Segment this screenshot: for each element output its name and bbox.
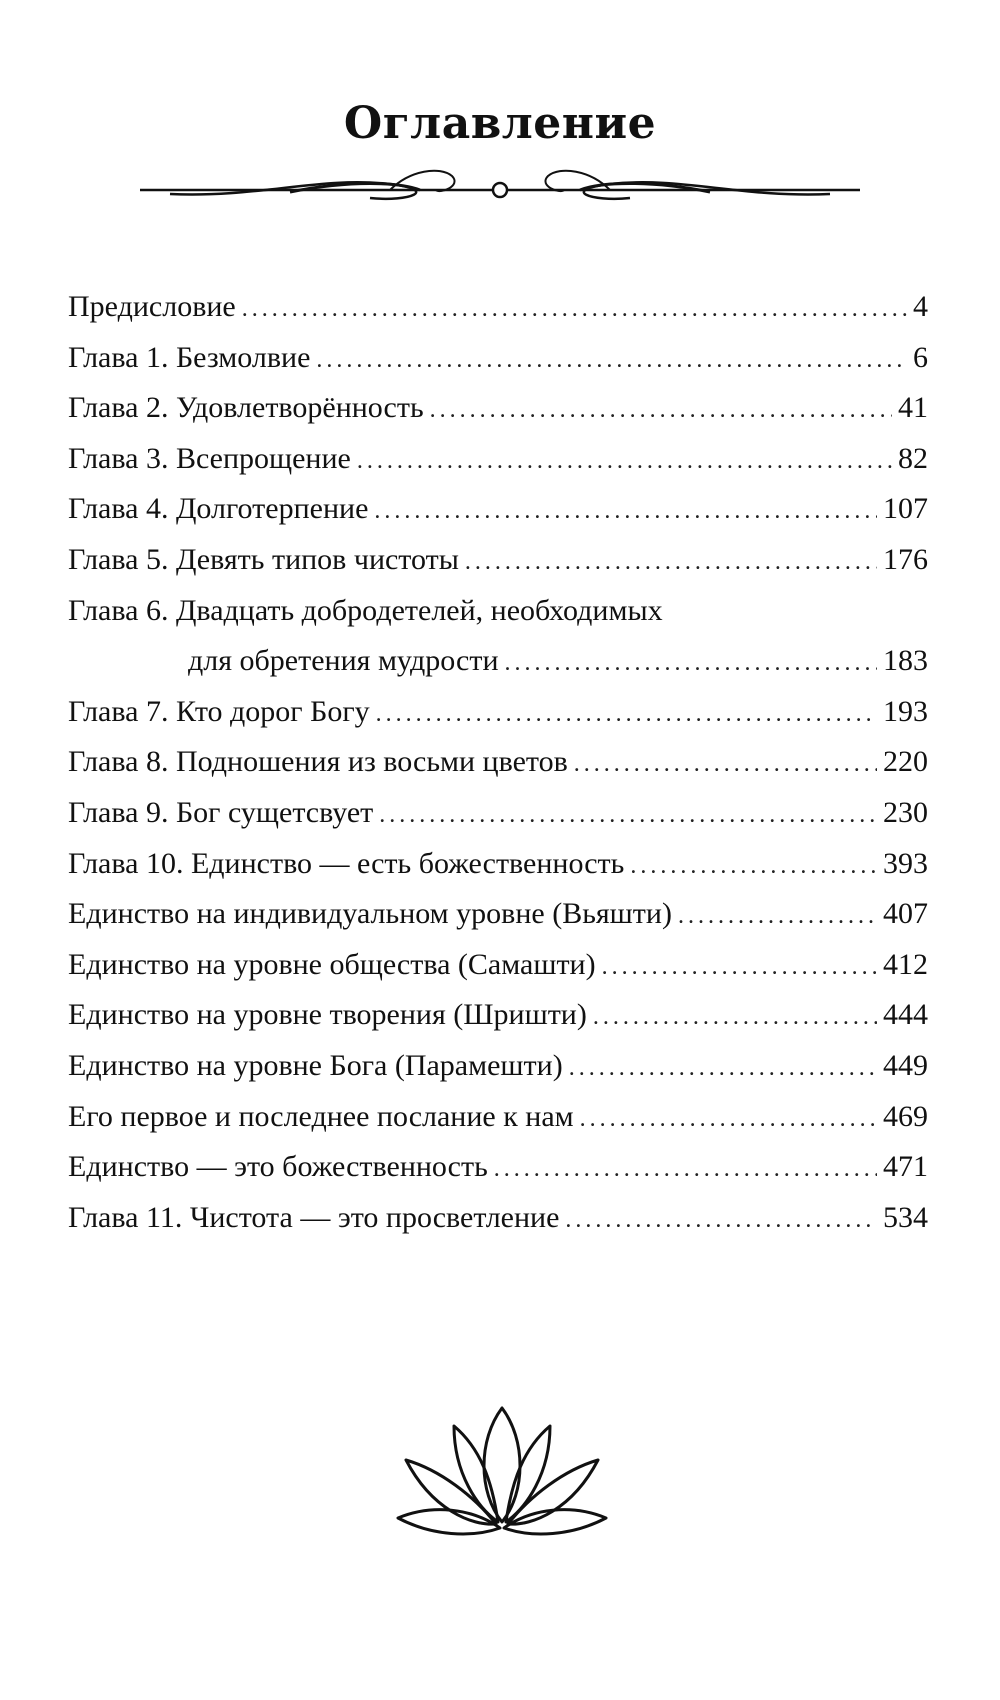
page-title: Оглавление bbox=[343, 98, 657, 149]
dot-leader bbox=[379, 802, 877, 829]
toc-entry-title: Его первое и последнее послание к нам bbox=[68, 1099, 574, 1133]
toc-entry-page: 6 bbox=[913, 340, 928, 374]
toc-entry-page: 534 bbox=[883, 1200, 928, 1234]
toc-entry-page: 469 bbox=[883, 1099, 928, 1133]
toc-entry-page: 407 bbox=[883, 897, 928, 931]
toc-entry[interactable] bbox=[68, 745, 928, 796]
toc-entry[interactable] bbox=[68, 796, 928, 847]
dot-leader bbox=[242, 296, 907, 323]
toc-entry-page: 176 bbox=[883, 542, 928, 576]
dot-leader bbox=[505, 650, 877, 677]
toc-entry-page: 193 bbox=[883, 694, 928, 728]
dot-leader bbox=[580, 1106, 877, 1133]
dot-leader bbox=[465, 549, 877, 576]
toc-entry[interactable] bbox=[68, 695, 928, 746]
toc-entry-title: Глава 11. Чистота — это просветление bbox=[68, 1200, 560, 1234]
table-of-contents bbox=[68, 290, 928, 1251]
toc-entry-page: 183 bbox=[883, 644, 928, 678]
toc-entry[interactable] bbox=[68, 1049, 928, 1100]
toc-entry[interactable] bbox=[68, 1150, 928, 1201]
toc-entry-title: Глава 7. Кто дорог Богу bbox=[68, 694, 370, 728]
toc-entry-title: Единство на уровне творения (Шришти) bbox=[68, 998, 587, 1032]
toc-entry-title: Глава 1. Безмолвие bbox=[68, 340, 311, 374]
toc-entry[interactable] bbox=[68, 897, 928, 948]
toc-entry-title: Предисловие bbox=[68, 290, 236, 323]
toc-entry-page: 412 bbox=[883, 947, 928, 981]
toc-entry[interactable] bbox=[68, 341, 928, 392]
toc-entry-title: Глава 6. Двадцать добродетелей, необходимых bbox=[68, 593, 663, 627]
toc-entry-title-continuation: для обретения мудрости bbox=[188, 644, 499, 678]
dot-leader bbox=[678, 903, 877, 930]
toc-entry-title: Глава 5. Девять типов чистоты bbox=[68, 542, 459, 576]
dot-leader bbox=[376, 701, 877, 728]
dot-leader bbox=[374, 498, 877, 525]
dot-leader bbox=[565, 1207, 877, 1234]
toc-entry-title: Глава 4. Долготерпение bbox=[68, 492, 369, 526]
toc-entry[interactable] bbox=[68, 998, 928, 1049]
dot-leader bbox=[494, 1156, 877, 1183]
toc-entry[interactable] bbox=[68, 594, 928, 645]
toc-entry-page: 471 bbox=[883, 1150, 928, 1184]
dot-leader bbox=[602, 954, 877, 981]
dot-leader bbox=[630, 853, 877, 880]
toc-entry-page: 393 bbox=[883, 846, 928, 880]
toc-entry-page: 41 bbox=[898, 391, 928, 425]
toc-entry-page: 449 bbox=[883, 1048, 928, 1082]
toc-entry-title: Глава 9. Бог сущетсвует bbox=[68, 795, 374, 829]
toc-entry[interactable] bbox=[68, 1201, 928, 1252]
toc-entry-title: Единство на уровне общества (Самашти) bbox=[68, 947, 596, 981]
ornamental-divider-icon bbox=[140, 168, 860, 228]
toc-entry-page: 4 bbox=[913, 290, 928, 323]
toc-entry-title: Глава 10. Единство — есть божественность bbox=[68, 846, 625, 880]
toc-entry[interactable] bbox=[68, 442, 928, 493]
toc-entry-title: Единство на уровне Бога (Парамешти) bbox=[68, 1048, 563, 1082]
toc-entry-page: 230 bbox=[883, 795, 928, 829]
toc-entry[interactable] bbox=[68, 847, 928, 898]
dot-leader bbox=[316, 347, 907, 374]
toc-entry[interactable] bbox=[68, 543, 928, 594]
toc-entry-title: Единство — это божественность bbox=[68, 1150, 488, 1184]
dot-leader bbox=[430, 397, 892, 424]
toc-entry-title: Глава 8. Подношения из восьми цветов bbox=[68, 745, 568, 779]
toc-entry-title: Глава 3. Всепрощение bbox=[68, 441, 351, 475]
toc-entry-page: 107 bbox=[883, 492, 928, 526]
toc-entry[interactable] bbox=[68, 290, 928, 341]
dot-leader bbox=[593, 1004, 877, 1031]
dot-leader bbox=[357, 448, 892, 475]
toc-entry[interactable] bbox=[68, 391, 928, 442]
dot-leader bbox=[574, 751, 877, 778]
toc-entry-page: 82 bbox=[898, 441, 928, 475]
toc-entry-title: Глава 2. Удовлетворённость bbox=[68, 391, 424, 425]
toc-entry-page: 220 bbox=[883, 745, 928, 779]
toc-entry-title: Единство на индивидуальном уровне (Вьяшти) bbox=[68, 897, 672, 931]
toc-entry[interactable] bbox=[68, 948, 928, 999]
toc-entry[interactable] bbox=[68, 492, 928, 543]
toc-entry-continuation[interactable] bbox=[68, 644, 928, 695]
toc-entry-page: 444 bbox=[883, 998, 928, 1032]
toc-entry[interactable] bbox=[68, 1100, 928, 1151]
lotus-icon bbox=[392, 1400, 612, 1540]
dot-leader bbox=[569, 1055, 877, 1082]
